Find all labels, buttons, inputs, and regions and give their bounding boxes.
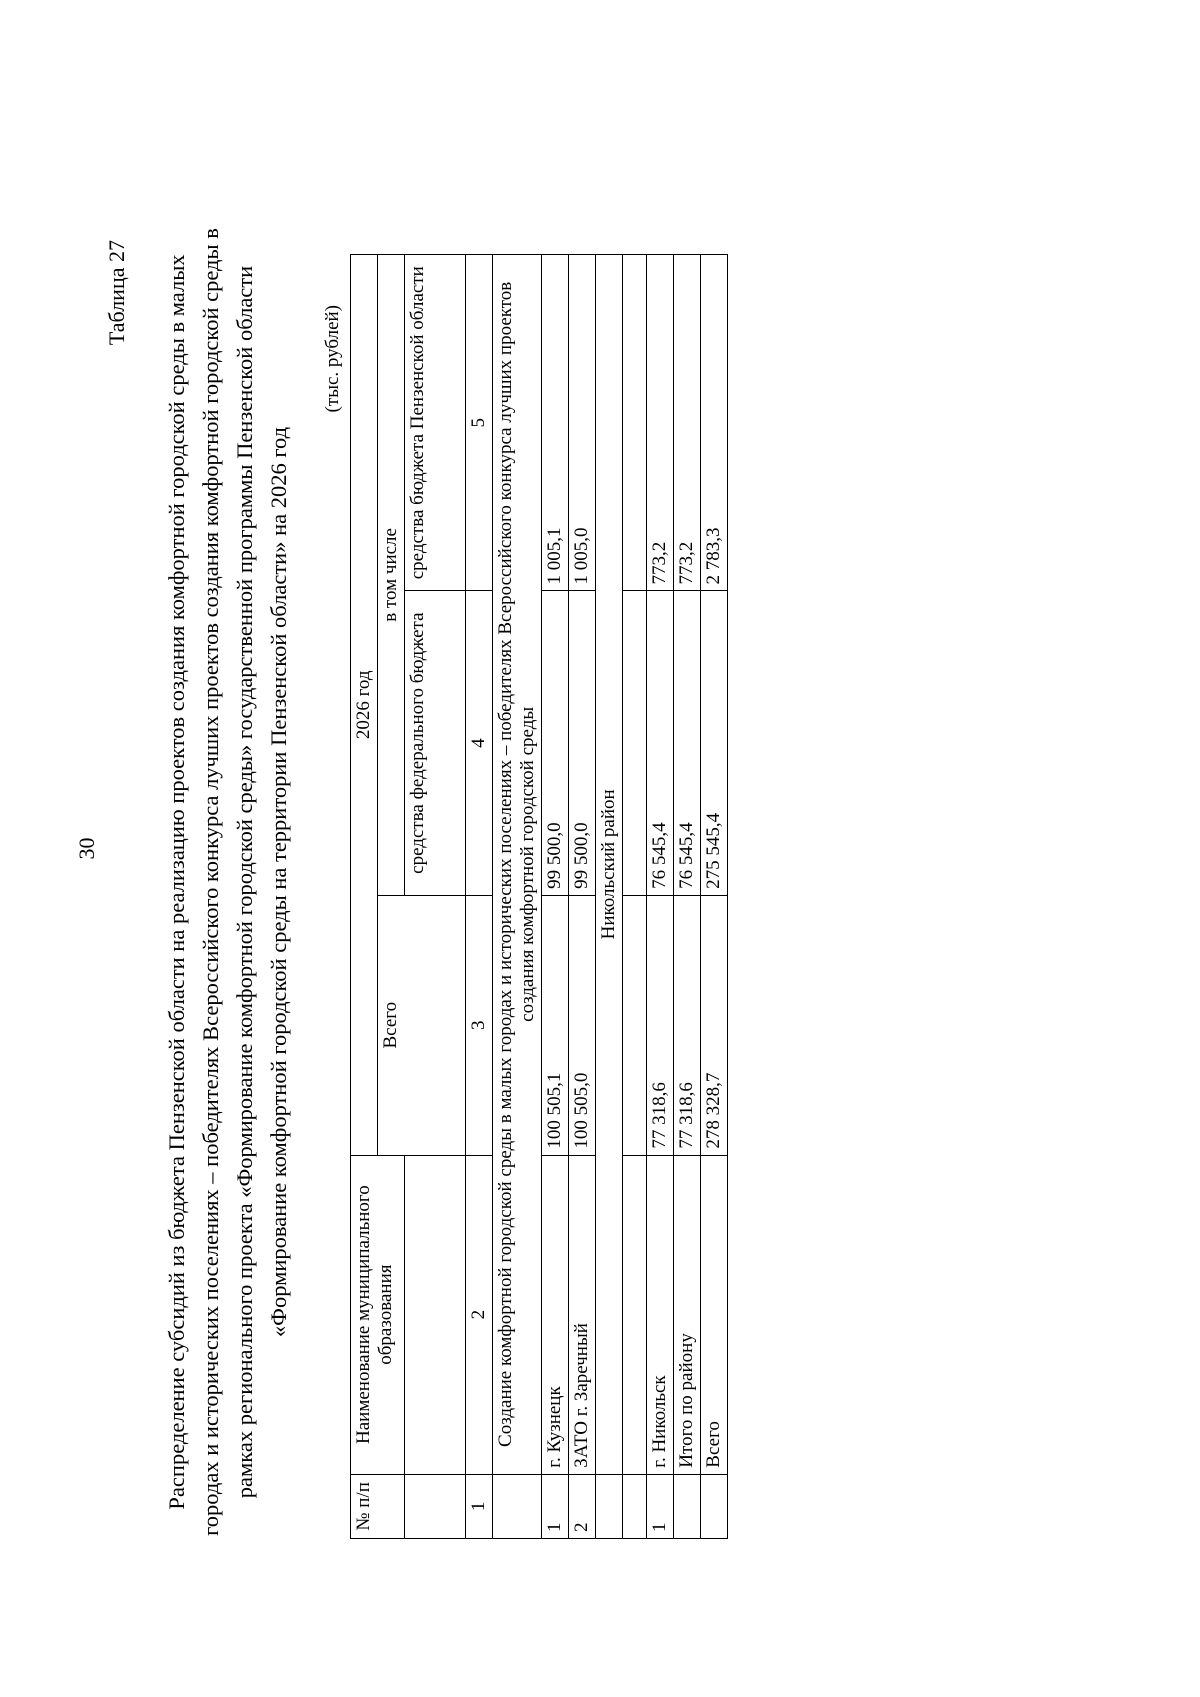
district-total-row [674, 255, 701, 1539]
row-federal: 76 545,4 [647, 591, 674, 895]
document-title: Распределение субсидий из бюджета Пензенской области на реализацию проектов создания комфортной городской среды в малых городах и исторических поселениях – победителях Всероссийского конкурса лучших проектов создания комфортной городской среды в рамках регионального проекта «Формирование комфортной городской среды» государственной программы Пензенской области «Формирование комфортной городской среды на территории Пензенской области» на 2026 год [164, 228, 291, 1536]
column-number: 4 [466, 591, 493, 895]
row-federal: 99 500,0 [542, 591, 569, 895]
row-regional: 773,2 [647, 255, 674, 591]
district-title: Никольский район [596, 255, 623, 1475]
header-name: Наименование муниципального образования [351, 1155, 405, 1474]
section-num-empty [493, 1474, 542, 1538]
header-name-empty [405, 1155, 466, 1474]
column-number: 3 [466, 895, 493, 1155]
blank-row [623, 255, 647, 1539]
header-federal: средства федерального бюджета [405, 591, 466, 895]
row-name: Итого по району [674, 1155, 701, 1474]
table-caption: Таблица 27 [104, 240, 129, 346]
header-num: № п/п [351, 1474, 405, 1538]
row-total: 100 505,1 [542, 895, 569, 1155]
row-federal: 76 545,4 [674, 591, 701, 895]
row-num [701, 1474, 728, 1538]
district-title-row [596, 255, 623, 1539]
header-row-top [351, 255, 378, 1539]
header-total: Всего [378, 895, 466, 1155]
table-row [647, 255, 674, 1539]
row-total: 77 318,6 [674, 895, 701, 1155]
row-total: 100 505,0 [569, 895, 596, 1155]
row-regional: 1 005,1 [542, 255, 569, 591]
section-title-row [493, 255, 542, 1539]
page-number: 30 [74, 837, 99, 860]
row-name: г. Никольск [647, 1155, 674, 1474]
header-year: 2026 год [351, 255, 378, 1156]
column-number: 5 [466, 255, 493, 591]
table-row [542, 255, 569, 1539]
row-federal: 275 545,4 [701, 591, 728, 895]
header-num-empty [405, 1474, 466, 1538]
row-name: г. Кузнецк [542, 1155, 569, 1474]
grand-total-row [701, 255, 728, 1539]
section-title: Создание комфортной городской среды в малых городах и исторических поселениях – победителях Всероссийского конкурса лучших проектов создания комфортной городской среды [493, 255, 542, 1475]
column-number: 1 [466, 1474, 493, 1538]
row-name: Всего [701, 1155, 728, 1474]
table-row [569, 255, 596, 1539]
column-number: 2 [466, 1155, 493, 1474]
row-total: 278 328,7 [701, 895, 728, 1155]
header-regional: средства бюджета Пензенской области [405, 255, 466, 591]
row-name: ЗАТО г. Заречный [569, 1155, 596, 1474]
row-num: 2 [569, 1474, 596, 1538]
row-regional: 1 005,0 [569, 255, 596, 591]
row-federal: 99 500,0 [569, 591, 596, 895]
row-total: 77 318,6 [647, 895, 674, 1155]
subsidy-table [350, 254, 728, 1539]
row-num [674, 1474, 701, 1538]
row-num: 1 [647, 1474, 674, 1538]
header-including: в том числе [378, 255, 405, 896]
row-num: 1 [542, 1474, 569, 1538]
row-regional: 2 783,3 [701, 255, 728, 591]
column-numbers-row [466, 255, 493, 1539]
units-label: (тыс. рублей) [322, 305, 343, 413]
row-regional: 773,2 [674, 255, 701, 591]
district-num-empty [596, 1474, 623, 1538]
